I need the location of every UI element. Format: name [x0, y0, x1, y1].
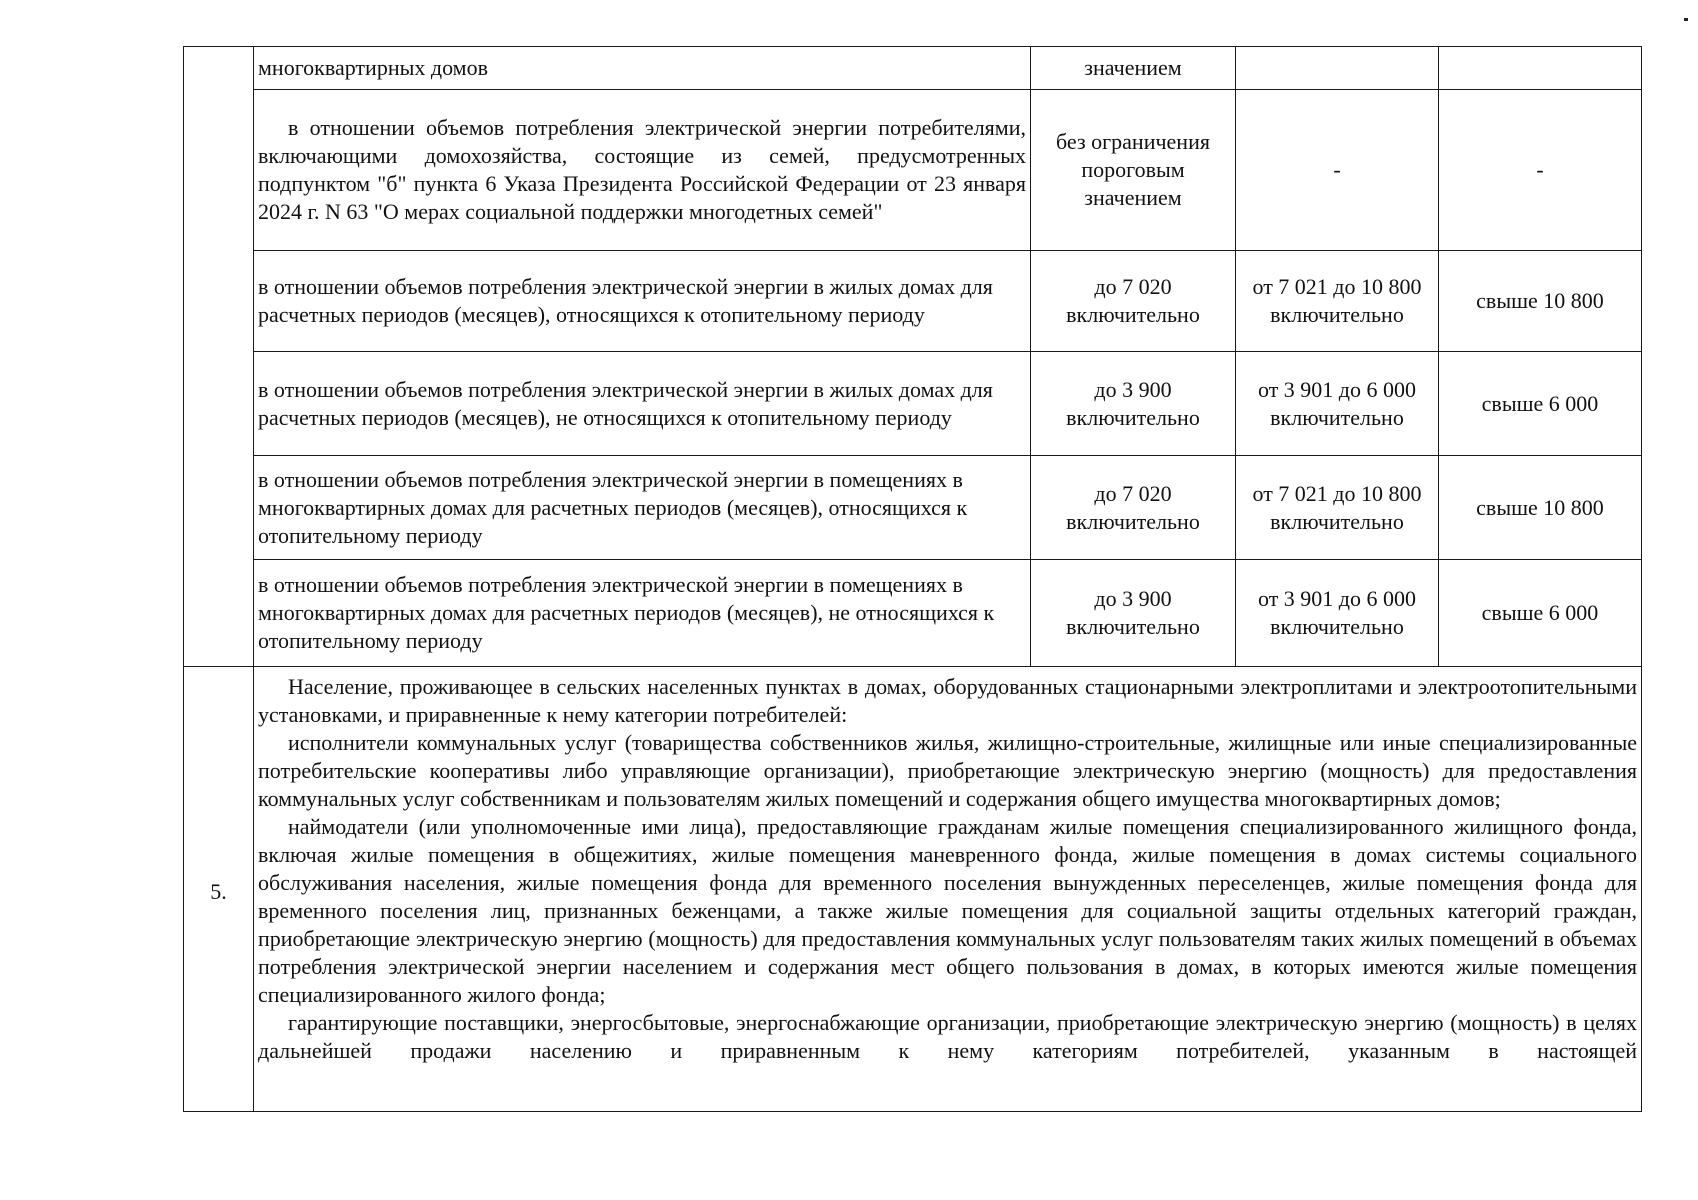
threshold-low: до 7 020 включительно	[1031, 456, 1236, 560]
table-row	[184, 47, 1642, 90]
threshold-high	[1439, 47, 1642, 90]
table-row	[184, 456, 1642, 560]
table-row	[184, 560, 1642, 667]
threshold-low: значением	[1031, 47, 1236, 90]
row-description: в отношении объемов потребления электрической энергии в жилых домах для расчетных периодов (месяцев), относящихся к отопительному периоду	[254, 251, 1031, 352]
threshold-mid: от 3 901 до 6 000 включительно	[1236, 560, 1439, 667]
section-paragraph: исполнители коммунальных услуг (товарищества собственников жилья, жилищно-строительные, жилищные или иные специализированные потребительские кооперативы либо управляющие организации), приобретающие электрическую энергию (мощность) для предоставления коммунальных услуг собственникам и пользователям жилых помещений и содержания общего имущества многоквартирных домов;	[258, 730, 1637, 811]
threshold-low: без ограничения пороговым значением	[1031, 90, 1236, 251]
threshold-high: свыше 6 000	[1439, 352, 1642, 456]
section-text	[254, 667, 1642, 1112]
section-paragraph: Население, проживающее в сельских населенных пунктах в домах, оборудованных стационарными электроплитами и электроотопительными установками, и приравненные к нему категории потребителей:	[258, 674, 1637, 727]
section-paragraph: гарантирующие поставщики, энергосбытовые, энергоснабжающие организации, приобретающие электрическую энергию (мощность) в целях дальнейшей продажи населению и приравненным к нему категориям потребителей, указанным в настоящей	[258, 1010, 1637, 1063]
scan-mark	[1684, 18, 1688, 21]
threshold-mid: от 7 021 до 10 800 включительно	[1236, 456, 1439, 560]
threshold-high: свыше 6 000	[1439, 560, 1642, 667]
row-description: многоквартирных домов	[254, 47, 1031, 90]
row-number-cell-empty	[184, 47, 254, 667]
threshold-mid: от 7 021 до 10 800 включительно	[1236, 251, 1439, 352]
threshold-high: свыше 10 800	[1439, 251, 1642, 352]
threshold-high: -	[1439, 90, 1642, 251]
row-description: в отношении объемов потребления электрической энергии потребителями, включающими домохозяйства, состоящие из семей, предусмотренных подпунктом "б" пункта 6 Указа Президента Российской Федерации от 23 января 2024 г. N 63 "О мерах социальной поддержки многодетных семей"	[254, 90, 1031, 251]
row-description: в отношении объемов потребления электрической энергии в помещениях в многоквартирных домах для расчетных периодов (месяцев), относящихся к отопительному периоду	[254, 456, 1031, 560]
tariff-table	[183, 46, 1642, 1112]
row-description: в отношении объемов потребления электрической энергии в жилых домах для расчетных периодов (месяцев), не относящихся к отопительному периоду	[254, 352, 1031, 456]
threshold-low: до 3 900 включительно	[1031, 560, 1236, 667]
threshold-mid: от 3 901 до 6 000 включительно	[1236, 352, 1439, 456]
section-number: 5.	[184, 667, 254, 1112]
table-row	[184, 251, 1642, 352]
threshold-low: до 3 900 включительно	[1031, 352, 1236, 456]
section-paragraph: наймодатели (или уполномоченные ими лица), предоставляющие гражданам жилые помещения специализированного жилищного фонда, включая жилые помещения в общежитиях, жилые помещения маневренного фонда, жилые помещения в домах системы социального обслуживания населения, жилые помещения фонда для временного поселения вынужденных переселенцев, жилые помещения фонда для временного поселения лиц, признанных беженцами, а также жилые помещения для социальной защиты отдельных категорий граждан, приобретающие электрическую энергию (мощность) для предоставления коммунальных услуг пользователям таких жилых помещений в объемах потребления электрической энергии населением и содержания мест общего пользования в домах, в которых имеются жилые помещения специализированного жилого фонда;	[258, 814, 1637, 1007]
threshold-high: свыше 10 800	[1439, 456, 1642, 560]
table-row	[184, 90, 1642, 251]
row-description: в отношении объемов потребления электрической энергии в помещениях в многоквартирных домах для расчетных периодов (месяцев), не относящихся к отопительному периоду	[254, 560, 1031, 667]
threshold-mid	[1236, 47, 1439, 90]
threshold-low: до 7 020 включительно	[1031, 251, 1236, 352]
table-row	[184, 352, 1642, 456]
threshold-mid: -	[1236, 90, 1439, 251]
section-row	[184, 667, 1642, 1112]
